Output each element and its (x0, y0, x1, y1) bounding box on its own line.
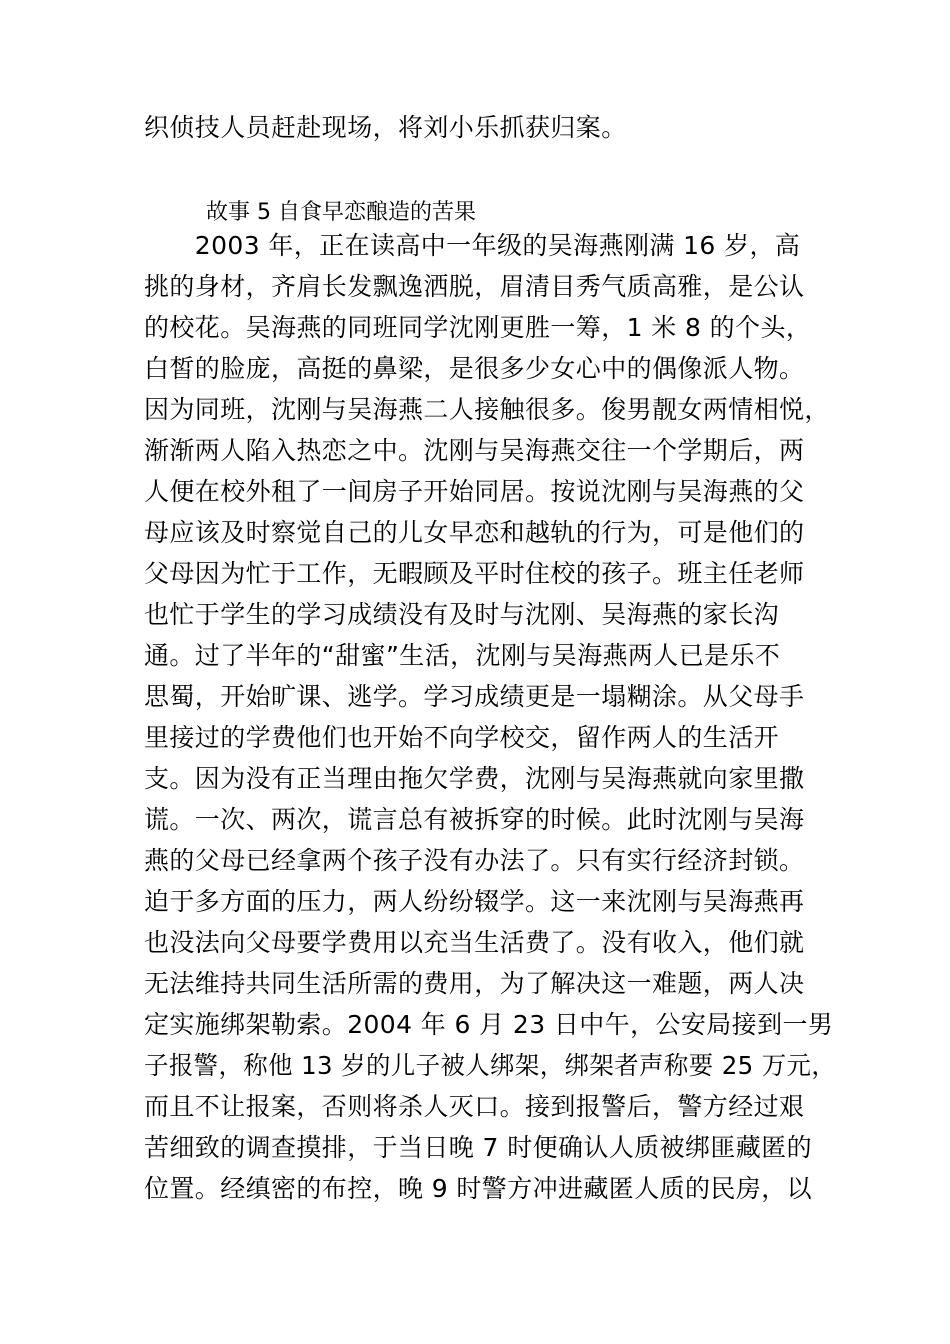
intro-line: 织侦技人员赶赴现场，将刘小乐抓获归案。 (144, 113, 627, 142)
body-line: 渐渐两人陷入热恋之中。沈刚与吴海燕交往一个学期后，两 (144, 436, 805, 465)
body-line: 通。过了半年的“甜蜜”生活，沈刚与吴海燕两人已是乐不 (144, 641, 781, 670)
body-line: 无法维持共同生活所需的费用，为了解决这一难题，两人决 (144, 969, 805, 998)
body-line: 燕的父母已经拿两个孩子没有办法了。只有实行经济封锁。 (144, 846, 805, 875)
body-line: 定实施绑架勒索。2004 年 6 月 23 日中午，公安局接到一男 (144, 1010, 834, 1039)
body-line: 支。因为没有正当理由拖欠学费，沈刚与吴海燕就向家里撒 (144, 764, 805, 793)
body-line: 白皙的脸庞，高挺的鼻梁，是很多少女心中的偶像派人物。 (144, 354, 805, 383)
body-line: 父母因为忙于工作，无暇顾及平时住校的孩子。班主任老师 (144, 559, 805, 588)
body-line: 苦细致的调查摸排，于当日晚 7 时便确认人质被绑匪藏匿的 (144, 1133, 813, 1162)
body-line: 子报警，称他 13 岁的儿子被人绑架，绑架者声称要 25 万元， (144, 1051, 837, 1080)
story-title: 故事 5 自食早恋酿造的苦果 (206, 200, 476, 225)
body-line: 挑的身材，齐肩长发飘逸洒脱，眉清目秀气质高雅，是公认 (144, 272, 805, 301)
body-line: 2003 年，正在读高中一年级的吴海燕刚满 16 岁，高 (144, 231, 801, 260)
body-line: 也没法向父母要学费用以充当生活费了。没有收入，他们就 (144, 928, 805, 957)
body-line: 思蜀，开始旷课、逃学。学习成绩更是一塌糊涂。从父母手 (144, 682, 805, 711)
body-line: 而且不让报案，否则将杀人灭口。接到报警后，警方经过艰 (144, 1092, 805, 1121)
body-line: 人便在校外租了一间房子开始同居。按说沈刚与吴海燕的父 (144, 477, 805, 506)
body-line: 的校花。吴海燕的同班同学沈刚更胜一筹，1 米 8 的个头， (144, 313, 812, 342)
body-line: 也忙于学生的学习成绩没有及时与沈刚、吴海燕的家长沟 (144, 600, 780, 629)
body-line: 谎。一次、两次，谎言总有被拆穿的时候。此时沈刚与吴海 (144, 805, 805, 834)
body-line: 母应该及时察觉自己的儿女早恋和越轨的行为，可是他们的 (144, 518, 805, 547)
body-line: 里接过的学费他们也开始不向学校交，留作两人的生活开 (144, 723, 780, 752)
body-line: 位置。经缜密的布控，晚 9 时警方冲进藏匿人质的民房，以 (144, 1174, 813, 1203)
body-line: 迫于多方面的压力，两人纷纷辍学。这一来沈刚与吴海燕再 (144, 887, 805, 916)
body-line: 因为同班，沈刚与吴海燕二人接触很多。俊男靓女两情相悦， (144, 395, 830, 424)
